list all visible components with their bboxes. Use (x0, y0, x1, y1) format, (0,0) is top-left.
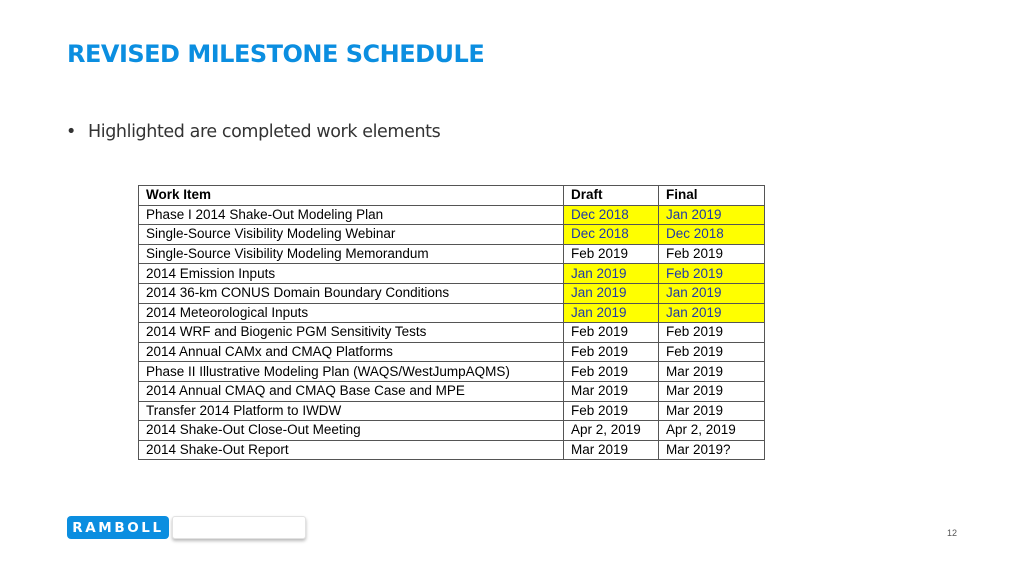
cell-work-item: Single-Source Visibility Modeling Webinar (139, 225, 564, 245)
table-row (139, 362, 765, 382)
cell-draft: Feb 2019 (564, 323, 659, 343)
cell-draft: Apr 2, 2019 (564, 421, 659, 441)
cell-draft: Feb 2019 (564, 401, 659, 421)
cell-final: Feb 2019 (659, 244, 765, 264)
milestone-table (138, 185, 765, 460)
cell-work-item: 2014 Annual CAMx and CMAQ Platforms (139, 342, 564, 362)
ramboll-logo: RAMBOLL (67, 516, 169, 539)
table-row (139, 381, 765, 401)
bullet-text: Highlighted are completed work elements (88, 122, 441, 142)
table-row (139, 401, 765, 421)
bullet-point (66, 122, 440, 142)
cell-final: Dec 2018 (659, 225, 765, 245)
cell-final: Jan 2019 (659, 283, 765, 303)
cell-draft: Mar 2019 (564, 440, 659, 460)
header-final: Final (659, 186, 765, 206)
cell-work-item: 2014 Emission Inputs (139, 264, 564, 284)
cell-work-item: Single-Source Visibility Modeling Memorandum (139, 244, 564, 264)
cell-work-item: Transfer 2014 Platform to IWDW (139, 401, 564, 421)
cell-draft: Dec 2018 (564, 205, 659, 225)
cell-draft: Jan 2019 (564, 283, 659, 303)
table-row (139, 283, 765, 303)
table-row (139, 205, 765, 225)
table-row (139, 264, 765, 284)
bullet-marker: • (66, 122, 76, 142)
cell-final: Apr 2, 2019 (659, 421, 765, 441)
cell-draft: Dec 2018 (564, 225, 659, 245)
cell-final: Mar 2019 (659, 401, 765, 421)
cell-work-item: Phase I 2014 Shake-Out Modeling Plan (139, 205, 564, 225)
table-body (139, 205, 765, 460)
table-row (139, 421, 765, 441)
cell-draft: Feb 2019 (564, 362, 659, 382)
cell-draft: Jan 2019 (564, 264, 659, 284)
cell-final: Feb 2019 (659, 264, 765, 284)
cell-draft: Feb 2019 (564, 342, 659, 362)
cell-draft: Feb 2019 (564, 244, 659, 264)
logo-tab (172, 516, 306, 539)
cell-work-item: 2014 Shake-Out Close-Out Meeting (139, 421, 564, 441)
table-row (139, 323, 765, 343)
cell-final: Feb 2019 (659, 323, 765, 343)
cell-draft: Jan 2019 (564, 303, 659, 323)
cell-work-item: 2014 WRF and Biogenic PGM Sensitivity Tests (139, 323, 564, 343)
header-draft: Draft (564, 186, 659, 206)
table-row (139, 440, 765, 460)
cell-draft: Mar 2019 (564, 381, 659, 401)
cell-final: Jan 2019 (659, 205, 765, 225)
page-number: 12 (946, 528, 957, 538)
cell-final: Mar 2019 (659, 381, 765, 401)
header-work-item: Work Item (139, 186, 564, 206)
table-row (139, 225, 765, 245)
cell-final: Feb 2019 (659, 342, 765, 362)
cell-final: Jan 2019 (659, 303, 765, 323)
table-row (139, 303, 765, 323)
cell-work-item: 2014 Annual CMAQ and CMAQ Base Case and MPE (139, 381, 564, 401)
table-row (139, 342, 765, 362)
cell-work-item: Phase II Illustrative Modeling Plan (WAQS/WestJumpAQMS) (139, 362, 564, 382)
slide-title: REVISED MILESTONE SCHEDULE (67, 40, 485, 68)
cell-final: Mar 2019 (659, 362, 765, 382)
cell-work-item: 2014 Meteorological Inputs (139, 303, 564, 323)
table-header-row (139, 186, 765, 206)
cell-work-item: 2014 36-km CONUS Domain Boundary Conditions (139, 283, 564, 303)
cell-final: Mar 2019? (659, 440, 765, 460)
cell-work-item: 2014 Shake-Out Report (139, 440, 564, 460)
table-row (139, 244, 765, 264)
